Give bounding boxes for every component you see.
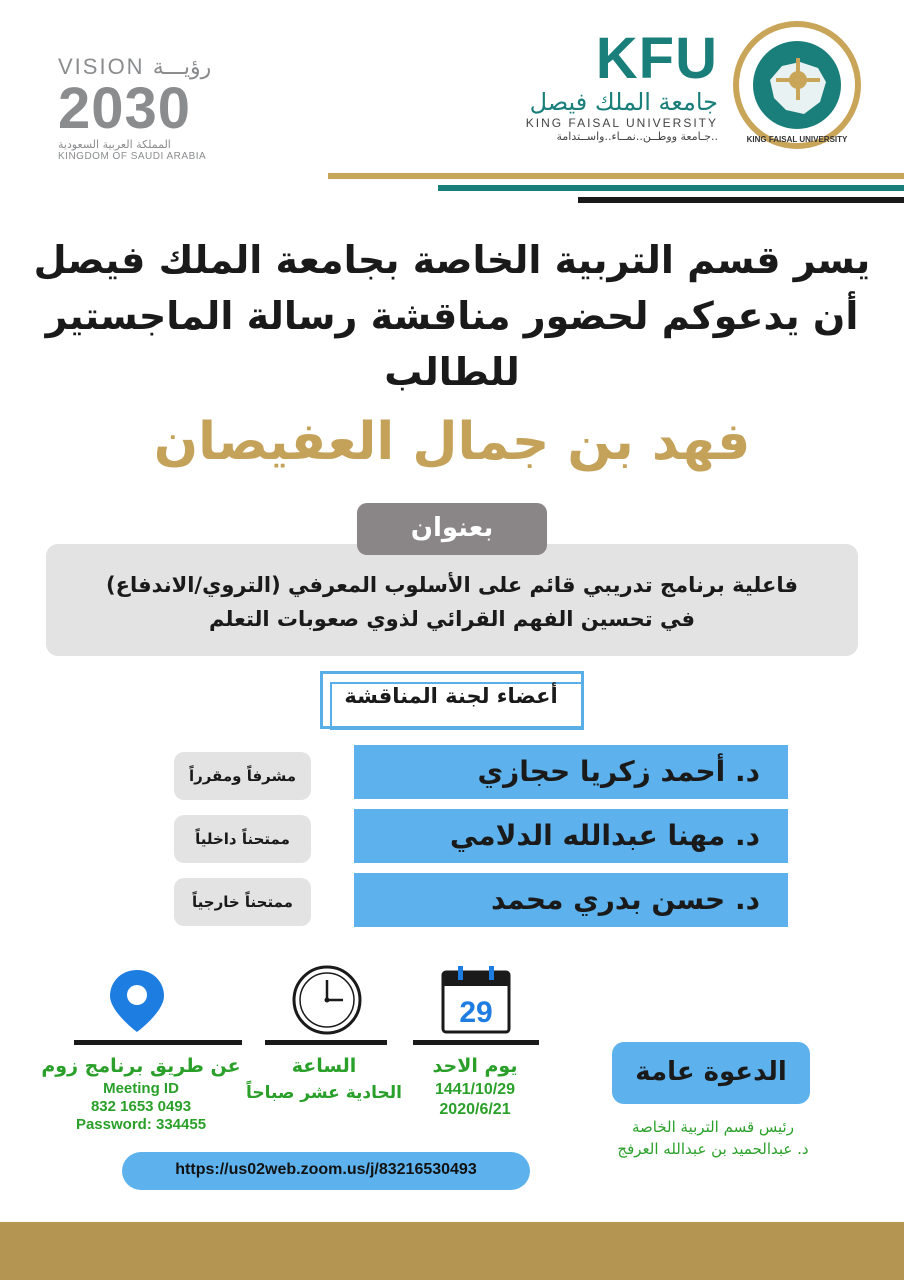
separator-date <box>413 1040 539 1045</box>
meeting-id: 832 1653 0493 <box>90 1098 192 1115</box>
date-day: يوم الاحد <box>432 1055 518 1077</box>
kfu-abbreviation: KFU <box>595 26 718 91</box>
zoom-info <box>36 1052 246 1134</box>
student-name: فهد بن جمال العفيصان <box>153 412 751 472</box>
calendar-icon <box>440 964 512 1036</box>
separator-time <box>265 1040 387 1045</box>
signer-name: د. عبدالحميد بن عبدالله العرفج <box>617 1140 809 1158</box>
committee-member-1: د. أحمد زكريا حجازي <box>354 745 788 799</box>
seal-caption: KING FAISAL UNIVERSITY <box>746 135 848 144</box>
announcement-line-1: يسر قسم التربية الخاصة بجامعة الملك فيصل <box>33 238 871 282</box>
zoom-meeting-link[interactable]: https://us02web.zoom.us/j/83216530493 <box>122 1152 530 1190</box>
date-hijri: 1441/10/29 <box>434 1081 516 1098</box>
footer-band <box>0 1222 904 1280</box>
signature-block <box>588 1116 838 1160</box>
time-info <box>240 1052 408 1106</box>
kfu-arabic-name: جامعة الملك فيصل <box>529 88 718 116</box>
announcement-line-2: أن يدعوكم لحضور مناقشة رسالة الماجستير <box>45 294 859 338</box>
signer-title: رئيس قسم التربية الخاصة <box>632 1118 794 1136</box>
kfu-english-name: KING FAISAL UNIVERSITY <box>525 116 718 130</box>
thesis-line-2: في تحسين الفهم القرائي لذوي صعوبات التعلم <box>209 607 695 631</box>
meeting-password: Password: 334455 <box>75 1116 207 1133</box>
committee-member-3: د. حسن بدري محمد <box>354 873 788 927</box>
vision-2030-logo <box>58 54 238 162</box>
kfu-logo <box>490 26 718 143</box>
announcement-line-3: للطالب <box>384 350 520 394</box>
public-invitation-badge: الدعوة عامة <box>612 1042 810 1104</box>
announcement-headline <box>30 232 874 400</box>
time-label: الساعة <box>291 1055 357 1077</box>
meeting-id-label: Meeting ID <box>103 1080 179 1097</box>
location-pin-icon <box>108 968 166 1034</box>
thesis-label: بعنوان <box>357 503 547 555</box>
kfu-seal-icon <box>730 18 864 152</box>
separator-zoom <box>74 1040 242 1045</box>
thesis-line-1: فاعلية برنامج تدريبي قائم على الأسلوب المعرفي (التروي/الاندفاع) <box>106 573 798 597</box>
header-divider-teal <box>438 185 904 191</box>
date-gregorian: 2020/6/21 <box>439 1101 511 1118</box>
vision-top-text: VISION رؤيـــة <box>58 54 212 79</box>
committee-role-3: ممتحناً خارجياً <box>174 878 311 926</box>
vision-year: 2030 <box>58 76 192 141</box>
vision-arabic-text: المملكة العربية السعودية <box>58 138 171 151</box>
thesis-title <box>46 568 858 636</box>
date-info <box>408 1052 542 1120</box>
committee-label: أعضاء لجنة المناقشة <box>344 684 558 708</box>
calendar-day: 29 <box>459 996 493 1029</box>
header-divider-black <box>578 197 904 203</box>
committee-member-2: د. مهنا عبدالله الدلامي <box>354 809 788 863</box>
clock-icon <box>291 964 363 1036</box>
kfu-tagline: جـامعة ووطــن..نمــاء..واســتدامة.. <box>556 130 718 143</box>
vision-english-text: KINGDOM OF SAUDI ARABIA <box>58 151 207 162</box>
zoom-label: عن طريق برنامج زوم <box>41 1055 241 1077</box>
committee-role-2: ممتحناً داخلياً <box>174 815 311 863</box>
header-divider-gold <box>328 173 904 179</box>
time-value: الحادية عشر صباحاً <box>246 1083 402 1103</box>
committee-role-1: مشرفاً ومقرراً <box>174 752 311 800</box>
